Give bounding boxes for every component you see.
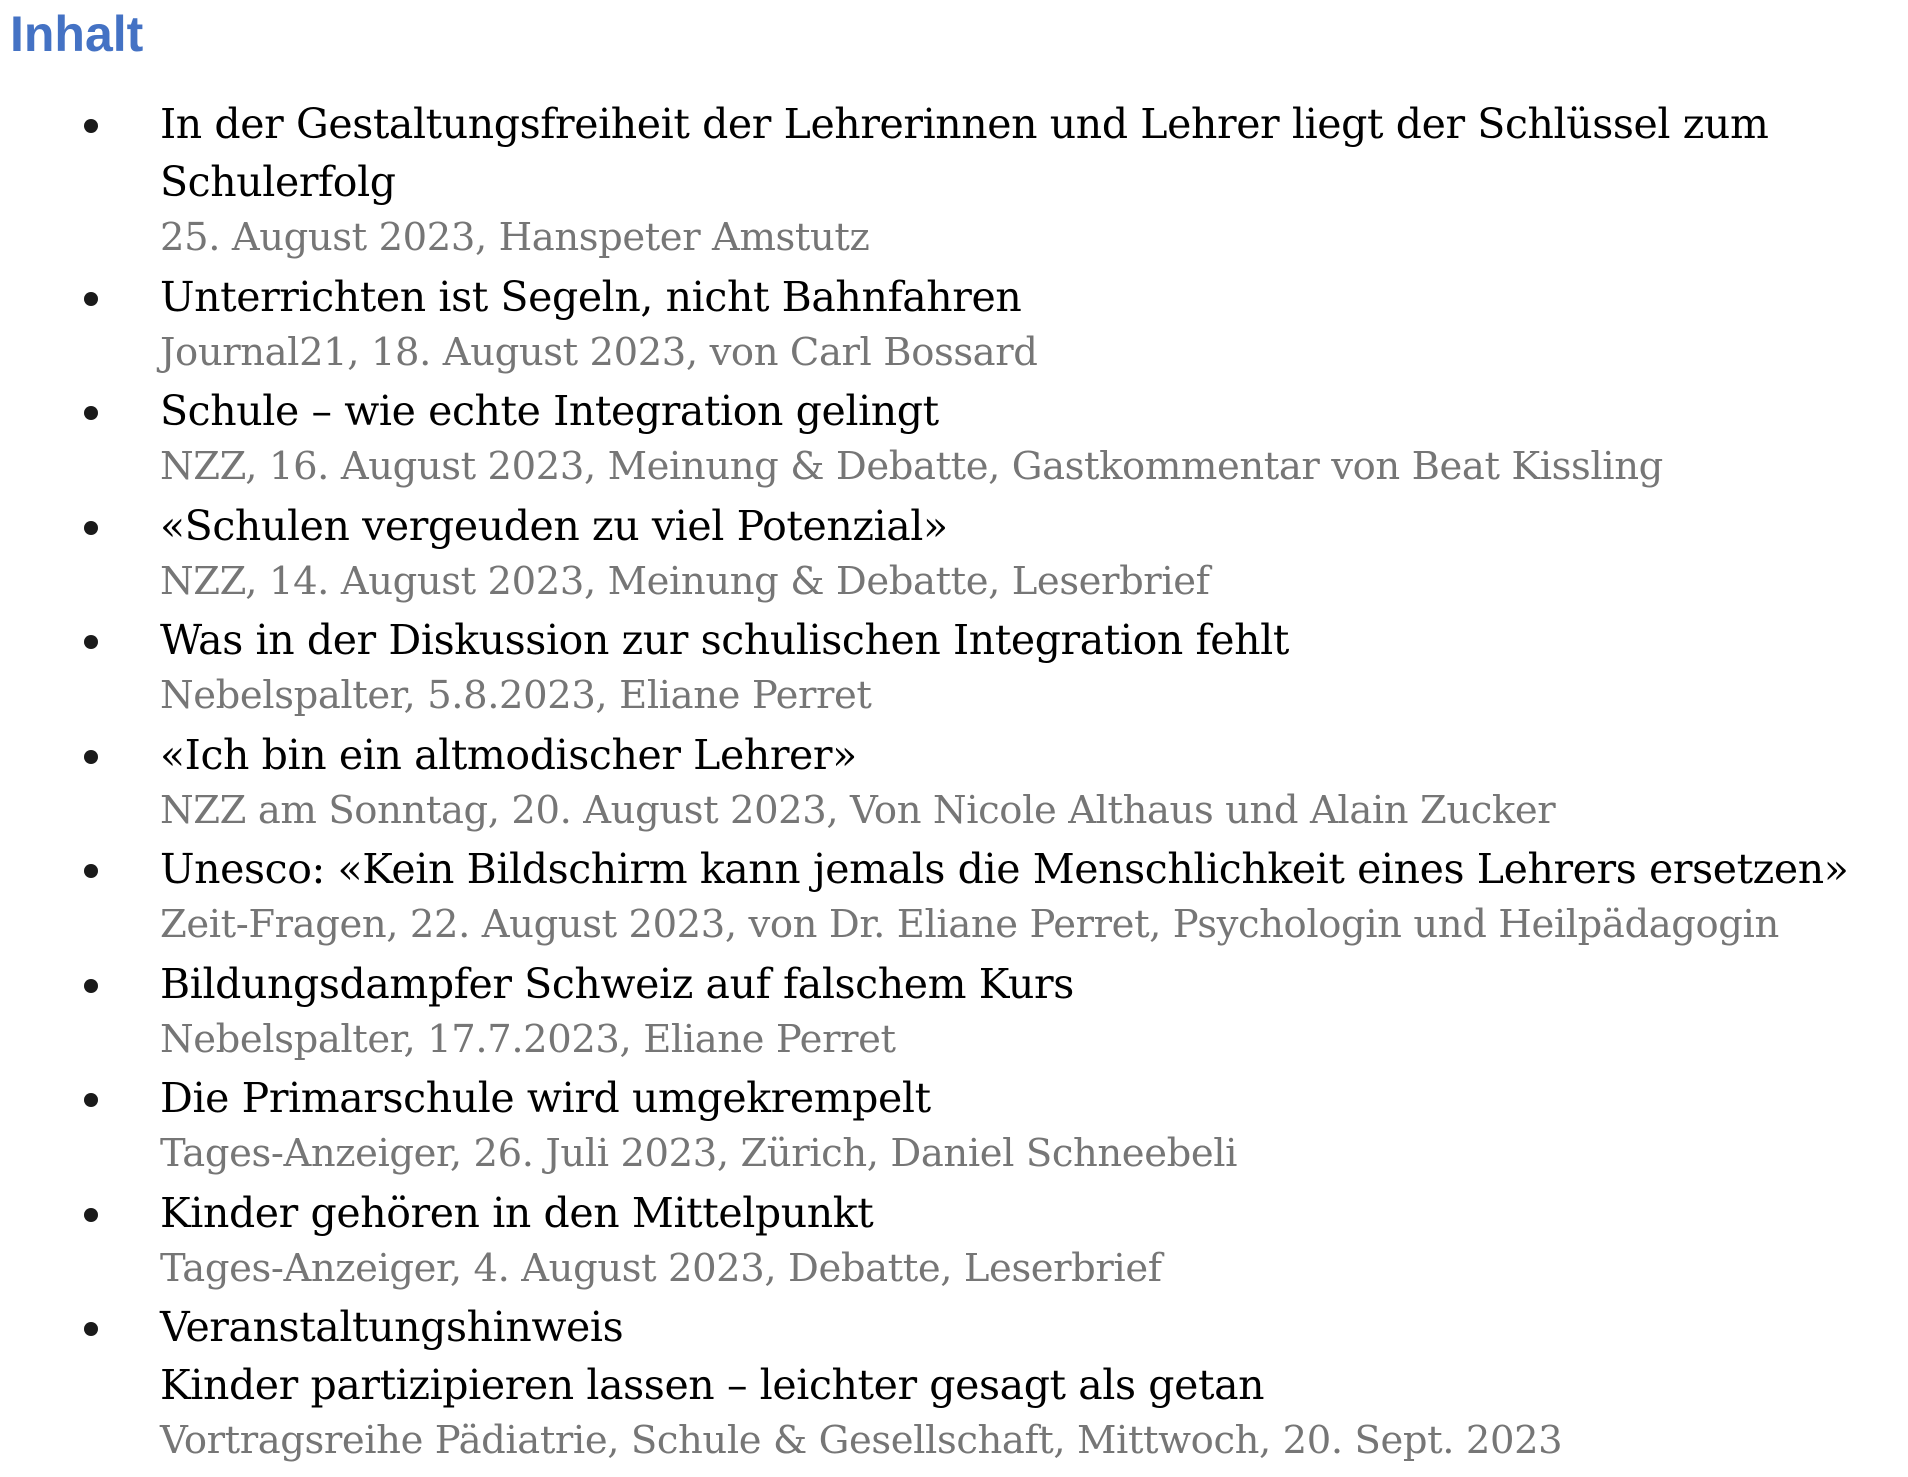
toc-item — [0, 1298, 1908, 1468]
table-of-contents — [0, 95, 1908, 1471]
toc-item — [0, 611, 1908, 723]
bullet-icon — [84, 521, 98, 535]
bullet-icon — [84, 292, 98, 306]
toc-item-meta: Nebelspalter, 5.8.2023, Eliane Perret — [160, 673, 872, 718]
toc-item-meta: NZZ, 16. August 2023, Meinung & Debatte, Gastkommentar von Beat Kissling — [160, 444, 1663, 489]
toc-item — [0, 840, 1908, 952]
toc-item-title[interactable]: Schule – wie echte Integration gelingt — [160, 387, 939, 435]
toc-item-meta: 25. August 2023, Hanspeter Amstutz — [160, 215, 870, 260]
toc-item-title[interactable]: Was in der Diskussion zur schulischen Integration fehlt — [160, 616, 1289, 664]
bullet-icon — [84, 864, 98, 878]
toc-item — [0, 726, 1908, 838]
toc-item-title[interactable]: Veranstaltungshinweis — [160, 1303, 624, 1351]
toc-heading: Inhalt — [10, 6, 144, 62]
toc-item-meta: NZZ am Sonntag, 20. August 2023, Von Nicole Althaus und Alain Zucker — [160, 787, 1556, 833]
bullet-icon — [84, 406, 98, 420]
toc-item — [0, 95, 1908, 265]
toc-item-title[interactable]: Die Primarschule wird umgekrempelt — [160, 1074, 931, 1122]
bullet-icon — [84, 635, 98, 649]
toc-item-meta: Tages-Anzeiger, 4. August 2023, Debatte, Leserbrief — [160, 1245, 1162, 1291]
bullet-icon — [84, 119, 98, 133]
toc-item-title[interactable]: In der Gestaltungsfreiheit der Lehrerinnen und Lehrer liegt der Schlüssel zum Schulerfolg — [160, 100, 1769, 206]
toc-item-subtitle[interactable]: Kinder partizipieren lassen – leichter gesagt als getan — [160, 1361, 1265, 1409]
toc-item — [0, 497, 1908, 609]
toc-item-title[interactable]: Unesco: «Kein Bildschirm kann jemals die Menschlichkeit eines Lehrers ersetzen» — [160, 845, 1849, 893]
toc-item-title[interactable]: Kinder gehören in den Mittelpunkt — [160, 1188, 874, 1237]
toc-item-meta: NZZ, 14. August 2023, Meinung & Debatte, Leserbrief — [160, 558, 1210, 604]
toc-item-title[interactable]: «Ich bin ein altmodischer Lehrer» — [160, 730, 857, 779]
toc-item-title[interactable]: Bildungsdampfer Schweiz auf falschem Kurs — [160, 959, 1074, 1008]
toc-item-title[interactable]: Unterrichten ist Segeln, nicht Bahnfahren — [160, 272, 1022, 321]
bullet-icon — [84, 1093, 98, 1107]
toc-item-meta: Zeit-Fragen, 22. August 2023, von Dr. Eliane Perret, Psychologin und Heilpädagogin — [160, 902, 1779, 947]
toc-item — [0, 1184, 1908, 1296]
bullet-icon — [84, 750, 98, 764]
toc-item-title[interactable]: «Schulen vergeuden zu viel Potenzial» — [160, 501, 948, 550]
toc-item — [0, 382, 1908, 494]
toc-item-meta: Vortragsreihe Pädiatrie, Schule & Gesellschaft, Mittwoch, 20. Sept. 2023 — [160, 1418, 1563, 1463]
toc-item-meta: Nebelspalter, 17.7.2023, Eliane Perret — [160, 1016, 896, 1062]
bullet-icon — [84, 979, 98, 993]
bullet-icon — [84, 1208, 98, 1222]
toc-item — [0, 268, 1908, 380]
toc-item — [0, 955, 1908, 1067]
toc-item — [0, 1069, 1908, 1181]
bullet-icon — [84, 1322, 98, 1336]
toc-item-meta: Tages-Anzeiger, 26. Juli 2023, Zürich, Daniel Schneebeli — [160, 1131, 1238, 1176]
toc-item-meta: Journal21, 18. August 2023, von Carl Bossard — [160, 329, 1038, 375]
